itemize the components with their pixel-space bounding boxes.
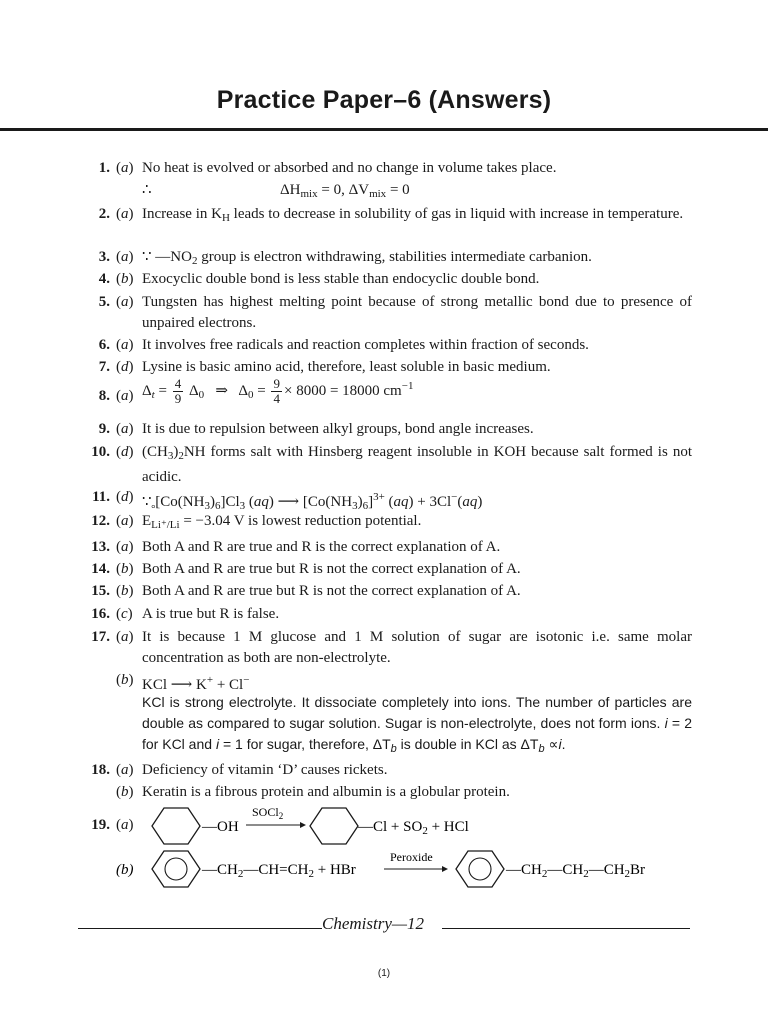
answer-text: Both A and R are true but R is not the correct explanation of A. [142,561,521,577]
answer-number: 4. [98,271,110,287]
answer-option: ( c ) [116,604,133,625]
page-title: Practice Paper–6 (Answers) [216,86,552,114]
answer-option: ( a ) [116,158,134,179]
answer-number: 7. [98,359,110,375]
socl2-reagent: SOCl$_2$ [252,805,284,821]
footer-rule-left [78,928,322,929]
answer-option: ( b ) [116,670,134,691]
cyclohexane-ring-product [310,808,358,844]
benzene-ring-product [456,851,504,887]
answer-number: 15. [91,583,110,599]
answer-option: ( b ) [116,782,134,803]
answer-number: 8. [98,388,110,404]
answer-option: ( b ) [116,269,134,290]
answer-number: 19. [91,817,110,833]
answer-number: 10. [91,444,110,460]
bromopropylbenzene: $—CH_2—CH_2—CH_2Br$ [506,862,646,880]
answer-option: ( d ) [116,357,134,378]
answer-option: ( b ) [116,559,134,580]
answer-number: 6. [98,337,110,353]
answer-text: A is true but R is false. [142,606,280,622]
mix-equation: $\Delta H_{mix} = 0$, $\Delta V_{mix} = 0$ [280,182,410,200]
answer-number: 18. [91,762,110,778]
answer-text: Keratin is a fibrous protein and albumin is a globular protein. [142,784,510,800]
answer-option: ( d ) [116,487,134,508]
answer-text: Increase in $K_H$ leads to decrease in solubility of gas in liquid with increase in temperature. [142,206,684,224]
answer-option: ( a ) [116,386,134,407]
fraction-9-4: $\frac{9}{4}$ [273,376,280,407]
answer-text: ∵ $—NO_2$ group is electron withdrawing, stabilities intermediate carbanion. [142,249,592,267]
reaction-arrow [384,866,448,872]
answer-option: ( a ) [116,511,134,532]
chlorination-products: —Cl + $SO_2$ + HCl [358,819,469,837]
answer-option: ( a ) [116,627,134,648]
hydroxyl-group: —OH [202,819,239,835]
answer-option-b: (b) [116,862,134,878]
answer-number: 14. [91,561,110,577]
answer-text: KCl is strong electrolyte. It dissociate completely into ions. The number of particles are double as compared to sugar solution. Sugar is non-electrolyte, does not form ions. i = 2 for KCl and i = 1 for sugar, therefore, $\Delta T_b$ is double in KCl as $\Delta T_b \propto i$. [142,694,692,755]
therefore-symbol: ∴ [142,182,152,198]
kcl-dissociation: KCl ⟶ K+ + Cl− [142,674,250,693]
answer-number: 2. [98,206,110,222]
answer-option: ( a ) [116,815,134,836]
answer-text: Lysine is basic amino acid, therefore, least soluble in basic medium. [142,359,551,375]
benzene-ring-reactant [152,851,200,887]
answer-text: Deficiency of vitamin ‘D’ causes rickets. [142,762,388,778]
fraction-4-9: $\frac{4}{9}$ [174,376,182,407]
page-number: (1) [377,968,391,979]
answer-text: It is due to repulsion between alkyl groups, bond angle increases. [142,421,534,437]
answer-option: ( a ) [116,419,134,440]
reaction-schemes [116,798,700,908]
answer-option: ( a ) [116,335,134,356]
complex-dissociation-equation: ∵ $[Co(NH_3)_6]Cl_3$ (aq) ⟶ $[Co(NH_3)_6]^{3+}$ (aq) + 3Cl−(aq) [142,491,483,512]
answer-number: 13. [91,539,110,555]
answer-number: 17. [91,629,110,645]
answer-option: ( a ) [116,204,134,225]
answer-text: No heat is evolved or absorbed and no change in volume takes place. [142,160,557,176]
answer-number: 3. [98,249,110,265]
answer-text: Exocyclic double bond is less stable than endocyclic double bond. [142,271,540,287]
answer-number: 11. [92,489,110,505]
answer-text: $(CH_3)_2NH$ forms salt with Hinsberg reagent insoluble in KOH because salt formed is not acidic. [142,444,692,485]
peroxide-reagent: Peroxide [390,850,433,864]
crystal-field-equation: $\Delta_t$ = $\frac{4}{9}$ $\Delta_0$ ⇒ $\Delta_0$ = $\frac{9}{4}$ × 8000 = 18000 $cm^{-1}$ [142,376,414,407]
title-rule [0,128,768,131]
answer-number: 16. [91,606,110,622]
answer-option: ( a ) [116,292,134,313]
answer-number: 12. [91,513,110,529]
answer-text: Both A and R are true and R is the correct explanation of A. [142,539,501,555]
answer-number: 5. [98,294,110,310]
answer-text: It involves free radicals and reaction completes within fraction of seconds. [142,337,589,353]
reaction-arrow [246,822,306,828]
answer-option: ( a ) [116,537,134,558]
answer-number: 1. [98,160,110,176]
answer-text: Tungsten has highest melting point because of strong metallic bond due to presence of unpaired electrons. [142,294,692,331]
footer-subject: Chemistry—12 [322,914,424,933]
answer-option: ( a ) [116,760,134,781]
answer-option: ( b ) [116,581,134,602]
answer-number: 9. [98,421,110,437]
footer-rule-right [442,928,690,929]
cyclohexane-ring-reactant [152,808,200,844]
answer-text: Both A and R are true but R is not the correct explanation of A. [142,583,521,599]
answer-text: It is because 1 M glucose and 1 M solution of sugar are isotonic i.e. same molar concentration as both are non-electrolyte. [142,629,692,666]
allylbenzene-hbr: $—CH_2—CH=CH_2$ + HBr [202,862,356,880]
answer-option: ( a ) [116,247,134,268]
answer-option: ( d ) [116,442,134,463]
reduction-potential: E ° $_{Li^+/Li}$ = −3.04 V is lowest reduction potential. [142,503,422,531]
